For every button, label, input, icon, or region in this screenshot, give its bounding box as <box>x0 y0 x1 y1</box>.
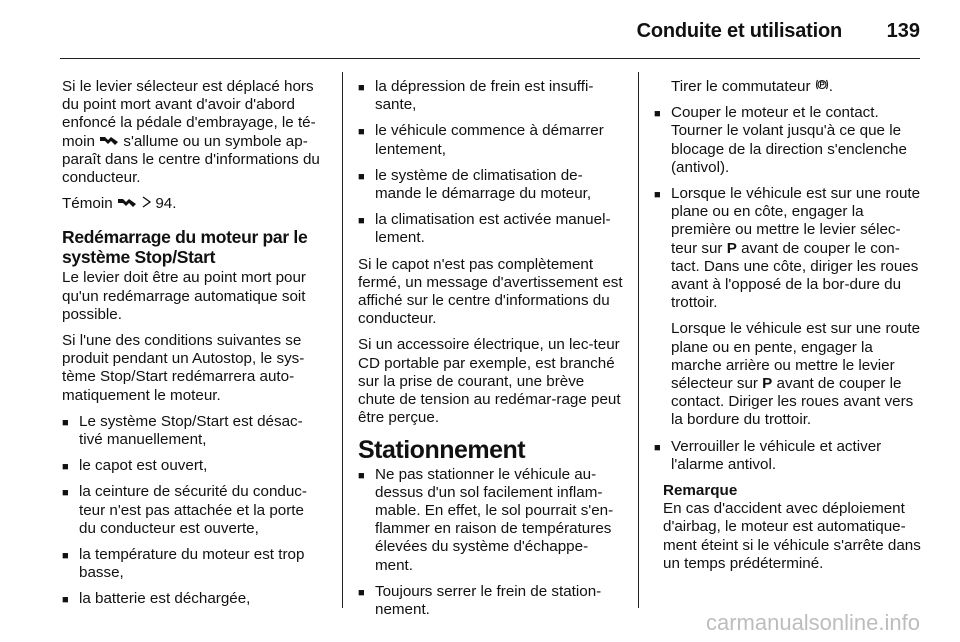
paragraph <box>654 78 926 96</box>
column-divider <box>342 72 343 608</box>
temoin-label: Témoin <box>62 195 117 213</box>
list-item-text: avant de couper le con-tact. Dans une côte, diriger les roues avant à l'opposé de la bor-dure du trottoir. <box>671 239 919 312</box>
paragraph <box>62 78 324 187</box>
page-title: Conduite et utilisation <box>636 20 842 42</box>
parking-brake-icon <box>815 78 829 96</box>
gear-shift-icon <box>117 195 137 213</box>
list-item: ■ la dépression de frein est insuffi-sante, <box>358 78 624 114</box>
paragraph-text: Tirer le commutateur <box>671 78 815 95</box>
watermark: carmanualsonline.info <box>705 610 920 635</box>
list-item: ■ le système de climatisation de-mande le démarrage du moteur, <box>358 167 624 203</box>
paragraph: Si le capot n'est pas complètement fermé, un message d'avertissement est affiché sur le centre d'informations du conducteur. <box>358 255 623 328</box>
note-text: En cas d'accident avec déploiement d'airbag, le moteur est automatique-ment éteint si le véhicule s'arrête dans un temps prédéterminé. <box>663 500 921 572</box>
list-item: ■ la ceinture de sécurité du conduc-teur n'est pas attachée et la porte du conducteur est ouverte, <box>62 483 324 538</box>
section-heading: Redémarrage du moteur par le système Stop/Start <box>62 227 308 268</box>
column-3 <box>654 78 926 581</box>
list-item: ■ la température du moteur est trop basse, <box>62 546 324 582</box>
list-item: ■ Toujours serrer le frein de station-nement. <box>358 583 624 619</box>
note-title: Remarque <box>663 482 738 500</box>
column-1 <box>62 78 324 617</box>
paragraph-text: s'allume ou un symbole ap-paraît dans le centre d'informations du conducteur. <box>62 132 320 187</box>
paragraph: Si l'une des conditions suivantes se produit pendant un Autostop, le sys-tème Stop/Start redémarrera auto-matiquement le moteur. <box>62 332 305 404</box>
paragraph: Si un accessoire électrique, un lec-teur CD portable par exemple, est branché sur la prise de courant, une brève chute de tension au redémar-rage peut être perçue. <box>358 336 621 427</box>
header-divider <box>60 58 920 59</box>
list-item <box>654 185 926 430</box>
paragraph: Le levier doit être au point mort pour qu'un redémarrage automatique soit possible. <box>62 269 306 323</box>
list-item: ■ le véhicule commence à démarrer lentement, <box>358 122 624 158</box>
list-item: ■ Le système Stop/Start est désac-tivé manuellement, <box>62 413 324 449</box>
list-item: ■ Ne pas stationner le véhicule au-dessus d'un sol facilement inflam-mable. En effet, le sol pourrait s'en-flammer en raison de températures élevées du système d'échappe-ment. <box>358 466 624 575</box>
parking-list <box>358 466 624 620</box>
column-2 <box>358 78 624 627</box>
condition-list <box>62 413 324 609</box>
section-heading: Stationnement <box>358 436 526 465</box>
column-divider <box>638 72 639 608</box>
gear-key: P <box>726 239 737 257</box>
list-item: ■ Couper le moteur et le contact. Tourner le volant jusqu'à ce que le blocage de la direction s'enclenche (antivol). <box>654 104 926 177</box>
sub-paragraph <box>671 320 926 429</box>
gear-shift-icon <box>99 133 119 151</box>
list-item-text: Lorsque le véhicule est sur une route plane ou en pente, engager la marche arrière ou mettre le levier sélecteur sur <box>671 320 921 393</box>
page-header <box>60 14 920 58</box>
reference-arrow-icon <box>141 195 151 213</box>
parking-list <box>654 104 926 474</box>
paragraph <box>62 195 324 213</box>
page-reference: 94. <box>155 195 177 213</box>
list-item: ■ la batterie est déchargée, <box>62 590 324 608</box>
note-box <box>654 482 926 573</box>
gear-key: P <box>762 375 773 393</box>
list-item-text: Lorsque le véhicule est sur une route plane ou en côte, engager la première ou mettre le levier sélec-teur sur <box>671 185 921 257</box>
page-number: 139 <box>886 20 920 42</box>
period: . <box>828 78 833 95</box>
list-item: ■ le capot est ouvert, <box>62 457 324 475</box>
list-item: ■ la climatisation est activée manuel-lement. <box>358 211 624 247</box>
list-item-text: avant de couper le contact. Diriger les roues avant vers la bordure du trottoir. <box>671 375 914 429</box>
condition-list <box>358 78 624 248</box>
list-item: ■ Verrouiller le véhicule et activer l'alarme antivol. <box>654 438 926 474</box>
paragraph-text: Si le levier sélecteur est déplacé hors du point mort avant d'avoir d'abord enfoncé la pédale d'embrayage, le té-moin <box>62 78 316 150</box>
